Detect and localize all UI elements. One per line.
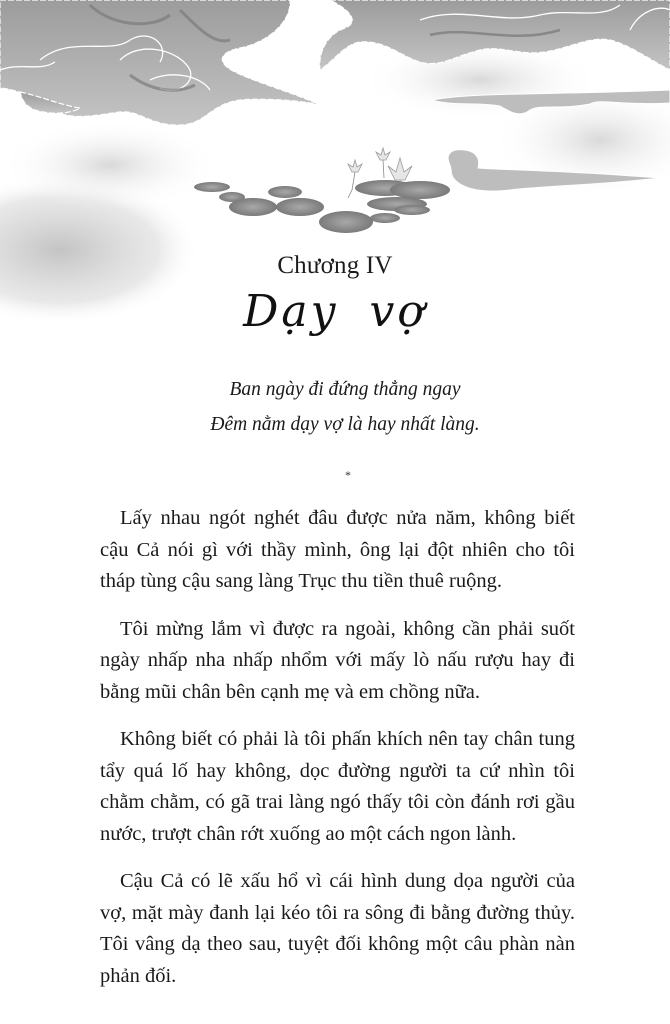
paragraph: Không biết có phải là tôi phấn khích nên tay chân tung tẩy quá lố hay không, dọc đường người ta cứ nhìn tôi chằm chằm, có gã trai làng ngó thấy tôi còn đánh rơi gầu nước, trượt chân rớt xuống ao một cách ngon lành. — [100, 728, 575, 845]
chapter-number: Chương IV — [277, 252, 393, 279]
paragraph: Tôi mừng lắm vì được ra ngoài, không cần phải suốt ngày nhấp nha nhấp nhổm với mấy lò nấu rượu hay đi bằng mũi chân bên cạnh mẹ và em chồng nữa. — [100, 617, 575, 703]
lotus-pond — [194, 180, 450, 233]
lotus-flowers — [348, 148, 412, 180]
epigraph — [0, 372, 670, 442]
chapter-title: Dạy vợ — [243, 286, 427, 337]
paragraph: Cậu Cả có lẽ xấu hổ vì cái hình dung dọa người của vợ, mặt mày đanh lại kéo tôi ra sông đi bằng đường thủy. Tôi vâng dạ theo sau, tuyệt đối không một câu phàn nàn phản đối. — [100, 870, 575, 987]
section-separator: * — [345, 468, 351, 482]
epigraph-line: Đêm nằm dạy vợ là hay nhất làng. — [210, 414, 480, 435]
epigraph-line: Ban ngày đi đứng thẳng ngay — [229, 379, 461, 400]
chapter-body — [100, 503, 575, 1008]
cloud-swirls-left — [0, 0, 320, 125]
paragraph: Lấy nhau ngót nghét đâu được nửa năm, không biết cậu Cả nói gì với thầy mình, ông lại đột nhiên cho tôi tháp tùng cậu sang làng Trục thu tiền thuê ruộng. — [100, 507, 575, 592]
